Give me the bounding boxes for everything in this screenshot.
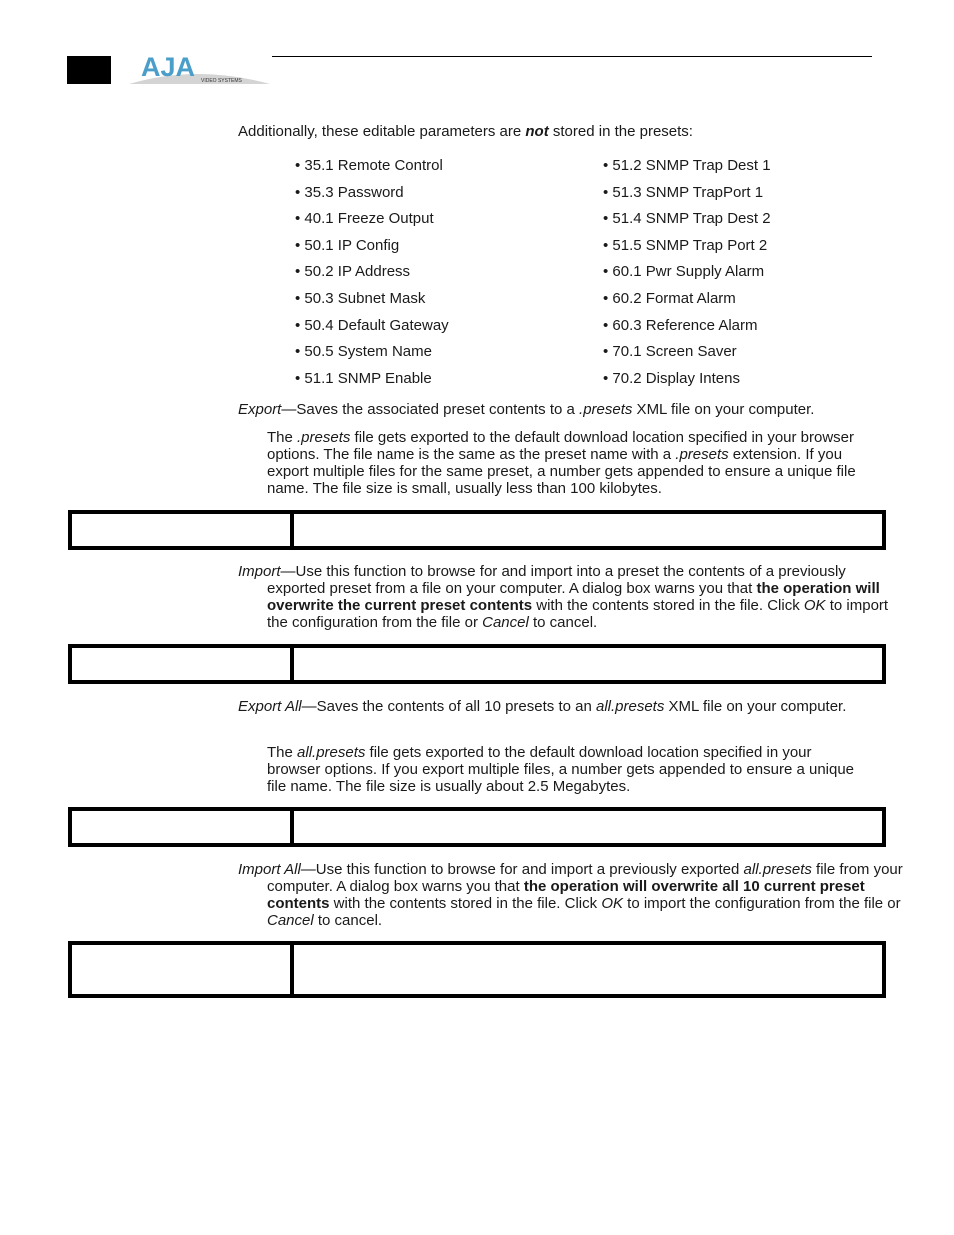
table-cell xyxy=(294,945,882,994)
import-all-description: Import All—Use this function to browse for and import a previously exported all.presets file from your computer. A dialog box warns you that the operation will overwrite all 10 current preset contents with the contents stored in the file. Click OK to import the configuration from the file or Cancel to cancel. xyxy=(238,861,903,929)
list-item: • 50.4 Default Gateway xyxy=(295,316,449,334)
list-item: • 35.1 Remote Control xyxy=(295,157,443,174)
export-note: The .presets file gets exported to the default download location specified in your browser options. The file name is the same as the preset name with a .presets extension. If you export multiple files for the same preset, a number gets appended to ensure a unique file name. The file size is small, usually less than 100 kilobytes. xyxy=(267,429,856,497)
table-cell xyxy=(294,811,882,843)
list-item: • 60.1 Pwr Supply Alarm xyxy=(603,263,765,281)
import-table xyxy=(68,644,886,684)
export-all-note: The all.presets file gets exported to the default download location specified in your browser options. If you export multiple files, a number gets appended to ensure a unique file name. The file size is usually about 2.5 Megabytes. xyxy=(267,744,855,795)
list-item: • 60.3 Reference Alarm xyxy=(603,316,758,334)
params-list-left xyxy=(295,157,449,396)
header-rule xyxy=(272,56,872,57)
list-item: • 70.2 Display Intens xyxy=(603,369,740,387)
table-cell xyxy=(294,648,882,680)
list-item: • 60.2 Format Alarm xyxy=(603,289,736,307)
list-item: • 51.2 SNMP Trap Dest 1 xyxy=(603,157,771,174)
list-item: • 35.3 Password xyxy=(295,183,404,201)
table-cell xyxy=(72,811,294,843)
table-cell xyxy=(294,514,882,546)
logo-text: AJA xyxy=(141,52,196,82)
params-list-right xyxy=(603,157,771,396)
list-item: • 51.4 SNMP Trap Dest 2 xyxy=(603,210,771,228)
export-description: Export—Saves the associated preset contents to a .presets XML file on your computer. xyxy=(238,401,815,418)
list-item: • 51.3 SNMP TrapPort 1 xyxy=(603,183,764,201)
list-item: • 50.5 System Name xyxy=(295,343,432,361)
table-cell xyxy=(72,648,294,680)
export-all-description: Export All—Saves the contents of all 10 presets to an all.presets XML file on your computer. xyxy=(238,698,847,715)
list-item: • 50.1 IP Config xyxy=(295,236,400,254)
list-item: • 50.3 Subnet Mask xyxy=(295,289,426,307)
page-number-block xyxy=(67,56,111,84)
export-table xyxy=(68,510,886,550)
list-item: • 51.1 SNMP Enable xyxy=(295,369,432,387)
table-cell xyxy=(72,514,294,546)
import-all-table xyxy=(68,941,886,998)
aja-logo xyxy=(127,50,272,86)
table-cell xyxy=(72,945,294,994)
logo-subtext: VIDEO SYSTEMS xyxy=(201,78,242,84)
intro-text: Additionally, these editable parameters are not stored in the presets: xyxy=(238,123,693,140)
list-item: • 40.1 Freeze Output xyxy=(295,210,434,228)
import-description: Import—Use this function to browse for and import into a preset the contents of a previously exported preset from a file on your computer. A dialog box warns you that the operation will overwrite the current preset contents with the contents stored in the file. Click OK to import the configuration from the file or Cancel to cancel. xyxy=(238,563,889,631)
list-item: • 51.5 SNMP Trap Port 2 xyxy=(603,236,768,254)
list-item: • 70.1 Screen Saver xyxy=(603,343,737,361)
list-item: • 50.2 IP Address xyxy=(295,263,411,281)
export-all-table xyxy=(68,807,886,847)
